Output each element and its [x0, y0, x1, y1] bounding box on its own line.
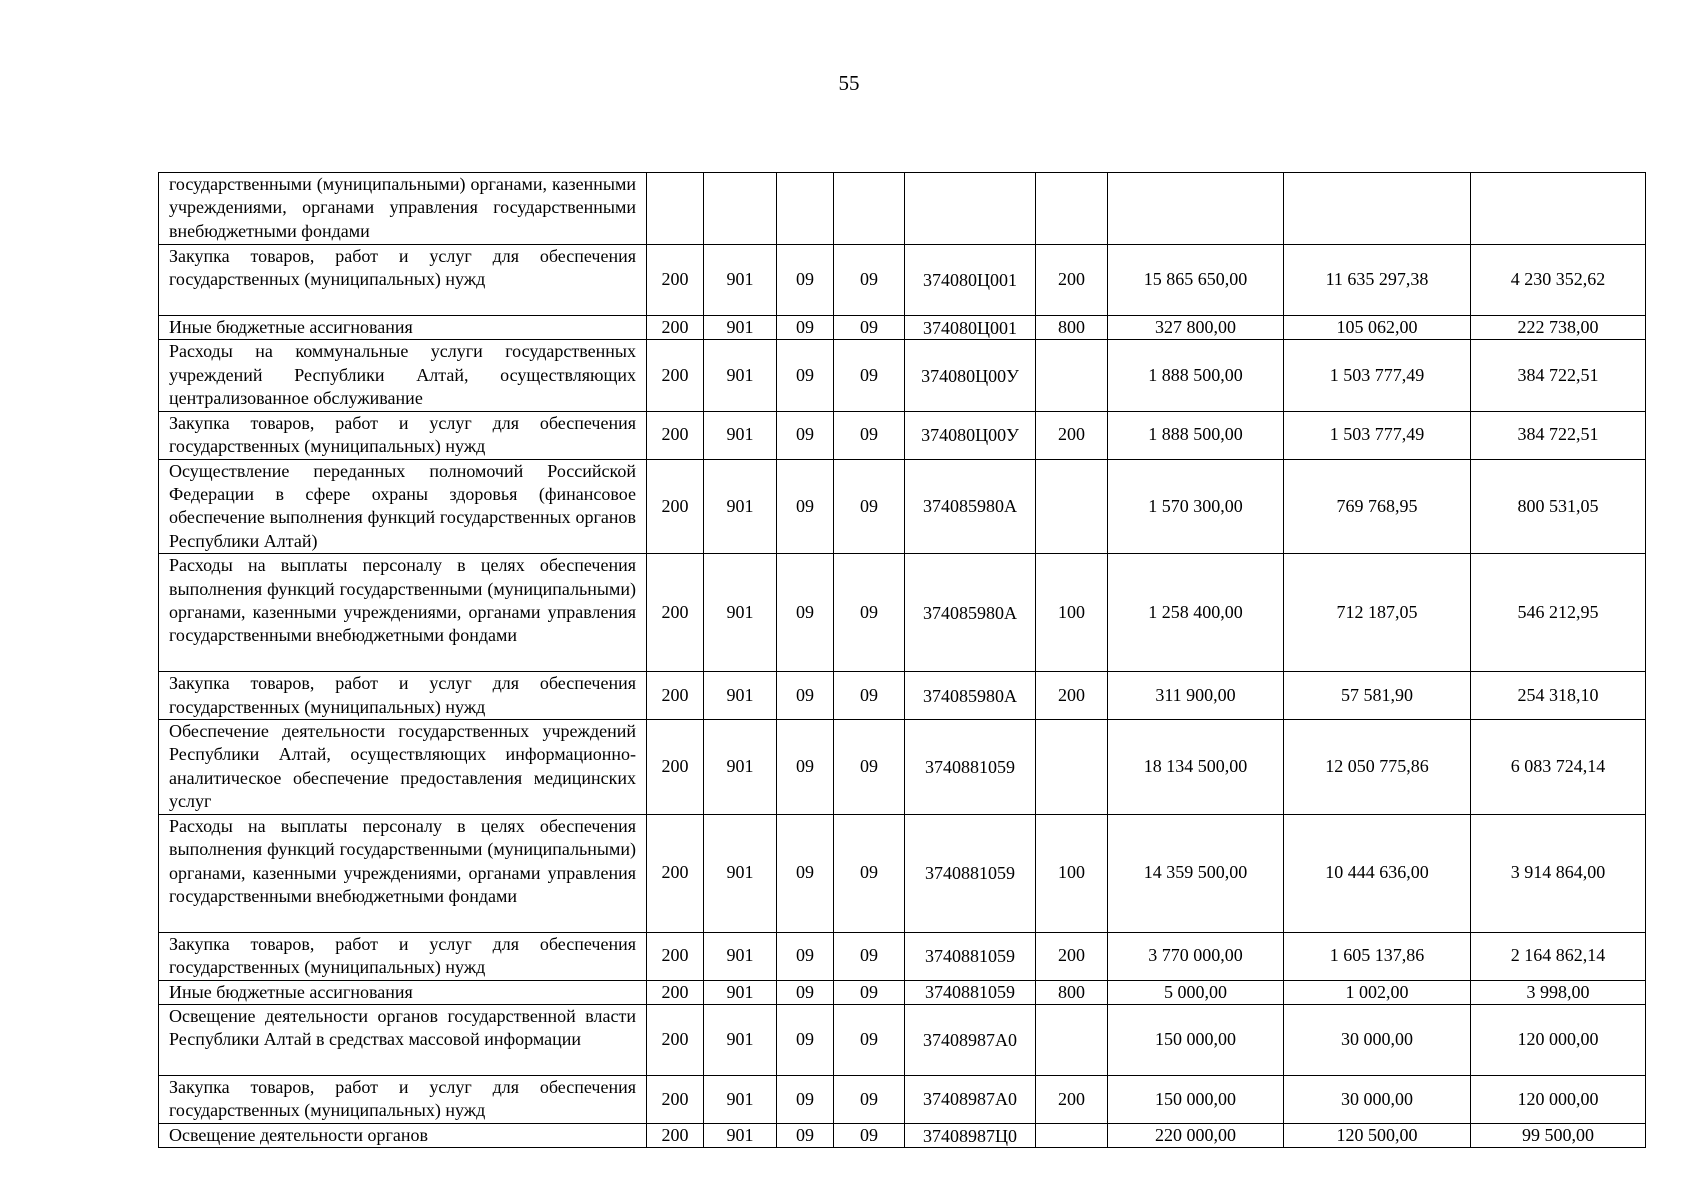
cell-code: 200 [647, 411, 704, 459]
table-row [159, 672, 1646, 720]
cell-ministry: 901 [704, 932, 777, 980]
cell-subsection: 09 [834, 411, 905, 459]
cell-actual-amount: 769 768,95 [1284, 459, 1471, 554]
row-description: Иные бюджетные ассигнования [159, 316, 647, 340]
cell-code: 200 [647, 932, 704, 980]
row-description: Освещение деятельности органов государственной власти Республики Алтай в средствах массовой информации [159, 1004, 647, 1075]
cell-ministry: 901 [704, 459, 777, 554]
row-description: Расходы на коммунальные услуги государственных учреждений Республики Алтай, осуществляющих централизованное обслуживание [159, 340, 647, 411]
row-description: Закупка товаров, работ и услуг для обеспечения государственных (муниципальных) нужд [159, 672, 647, 720]
cell-target-article: 374080Ц001 [905, 245, 1036, 316]
cell-code: 200 [647, 814, 704, 932]
cell-target-article: 3740881059 [905, 814, 1036, 932]
cell-ministry: 901 [704, 316, 777, 340]
cell-subsection: 09 [834, 980, 905, 1004]
cell-code: 200 [647, 720, 704, 815]
cell-section: 09 [777, 672, 834, 720]
cell-code [647, 173, 704, 245]
cell-expense-type [1036, 1123, 1108, 1147]
table-row [159, 932, 1646, 980]
budget-table [158, 172, 1646, 1148]
cell-expense-type [1036, 340, 1108, 411]
cell-target-article: 374080Ц001 [905, 316, 1036, 340]
cell-target-article: 374085980А [905, 554, 1036, 672]
cell-section: 09 [777, 554, 834, 672]
cell-plan-amount: 311 900,00 [1108, 672, 1284, 720]
table-row [159, 245, 1646, 316]
cell-target-article [905, 173, 1036, 245]
cell-subsection [834, 173, 905, 245]
cell-plan-amount: 14 359 500,00 [1108, 814, 1284, 932]
cell-plan-amount: 1 888 500,00 [1108, 340, 1284, 411]
table-row [159, 411, 1646, 459]
cell-expense-type [1036, 173, 1108, 245]
cell-expense-type [1036, 459, 1108, 554]
cell-expense-type: 100 [1036, 814, 1108, 932]
cell-subsection: 09 [834, 720, 905, 815]
cell-remaining-amount: 99 500,00 [1471, 1123, 1646, 1147]
row-description: Закупка товаров, работ и услуг для обеспечения государственных (муниципальных) нужд [159, 1075, 647, 1123]
cell-actual-amount: 105 062,00 [1284, 316, 1471, 340]
row-description: Расходы на выплаты персоналу в целях обеспечения выполнения функций государственными (муниципальными) органами, казенными учреждениями, органами управления государственными внебюджетными фондами [159, 554, 647, 672]
cell-code: 200 [647, 1004, 704, 1075]
cell-actual-amount: 12 050 775,86 [1284, 720, 1471, 815]
cell-actual-amount: 1 503 777,49 [1284, 340, 1471, 411]
cell-ministry: 901 [704, 1075, 777, 1123]
cell-section: 09 [777, 980, 834, 1004]
table-row [159, 173, 1646, 245]
cell-target-article: 3740881059 [905, 720, 1036, 815]
cell-plan-amount: 1 258 400,00 [1108, 554, 1284, 672]
row-description: Осуществление переданных полномочий Российской Федерации в сфере охраны здоровья (финансовое обеспечение выполнения функций государственных органов Республики Алтай) [159, 459, 647, 554]
cell-remaining-amount: 120 000,00 [1471, 1075, 1646, 1123]
cell-target-article: 374085980А [905, 672, 1036, 720]
cell-remaining-amount: 2 164 862,14 [1471, 932, 1646, 980]
cell-target-article: 37408987А0 [905, 1075, 1036, 1123]
cell-remaining-amount: 3 998,00 [1471, 980, 1646, 1004]
table-row [159, 316, 1646, 340]
cell-plan-amount [1108, 173, 1284, 245]
cell-plan-amount: 5 000,00 [1108, 980, 1284, 1004]
cell-ministry [704, 173, 777, 245]
table-row [159, 814, 1646, 932]
row-description: Расходы на выплаты персоналу в целях обеспечения выполнения функций государственными (муниципальными) органами, казенными учреждениями, органами управления государственными внебюджетными фондами [159, 814, 647, 932]
cell-plan-amount: 18 134 500,00 [1108, 720, 1284, 815]
cell-ministry: 901 [704, 672, 777, 720]
cell-section: 09 [777, 932, 834, 980]
cell-remaining-amount: 4 230 352,62 [1471, 245, 1646, 316]
table-row [159, 554, 1646, 672]
cell-code: 200 [647, 980, 704, 1004]
cell-plan-amount: 1 888 500,00 [1108, 411, 1284, 459]
cell-subsection: 09 [834, 1075, 905, 1123]
cell-subsection: 09 [834, 316, 905, 340]
cell-section: 09 [777, 1004, 834, 1075]
cell-subsection: 09 [834, 814, 905, 932]
cell-actual-amount: 10 444 636,00 [1284, 814, 1471, 932]
cell-ministry: 901 [704, 1004, 777, 1075]
cell-code: 200 [647, 672, 704, 720]
cell-remaining-amount: 6 083 724,14 [1471, 720, 1646, 815]
cell-expense-type: 100 [1036, 554, 1108, 672]
cell-remaining-amount: 254 318,10 [1471, 672, 1646, 720]
cell-actual-amount: 712 187,05 [1284, 554, 1471, 672]
cell-section: 09 [777, 1075, 834, 1123]
cell-plan-amount: 1 570 300,00 [1108, 459, 1284, 554]
cell-ministry: 901 [704, 1123, 777, 1147]
cell-plan-amount: 3 770 000,00 [1108, 932, 1284, 980]
cell-code: 200 [647, 1123, 704, 1147]
cell-subsection: 09 [834, 672, 905, 720]
cell-ministry: 901 [704, 980, 777, 1004]
cell-plan-amount: 150 000,00 [1108, 1004, 1284, 1075]
table-row [159, 720, 1646, 815]
cell-subsection: 09 [834, 932, 905, 980]
cell-plan-amount: 15 865 650,00 [1108, 245, 1284, 316]
page-number: 55 [838, 71, 860, 95]
cell-remaining-amount: 3 914 864,00 [1471, 814, 1646, 932]
cell-expense-type: 200 [1036, 932, 1108, 980]
cell-section: 09 [777, 340, 834, 411]
cell-section: 09 [777, 1123, 834, 1147]
cell-expense-type: 800 [1036, 316, 1108, 340]
cell-actual-amount: 1 605 137,86 [1284, 932, 1471, 980]
cell-section: 09 [777, 720, 834, 815]
cell-section [777, 173, 834, 245]
cell-plan-amount: 150 000,00 [1108, 1075, 1284, 1123]
cell-ministry: 901 [704, 720, 777, 815]
cell-remaining-amount: 222 738,00 [1471, 316, 1646, 340]
row-description: Закупка товаров, работ и услуг для обеспечения государственных (муниципальных) нужд [159, 245, 647, 316]
cell-ministry: 901 [704, 814, 777, 932]
cell-expense-type [1036, 720, 1108, 815]
cell-code: 200 [647, 316, 704, 340]
cell-ministry: 901 [704, 554, 777, 672]
table-row [159, 459, 1646, 554]
cell-target-article: 374080Ц00У [905, 340, 1036, 411]
cell-remaining-amount: 120 000,00 [1471, 1004, 1646, 1075]
row-description: Иные бюджетные ассигнования [159, 980, 647, 1004]
table-row [159, 980, 1646, 1004]
cell-section: 09 [777, 245, 834, 316]
cell-remaining-amount: 384 722,51 [1471, 340, 1646, 411]
cell-ministry: 901 [704, 411, 777, 459]
cell-code: 200 [647, 245, 704, 316]
cell-actual-amount [1284, 173, 1471, 245]
cell-actual-amount: 120 500,00 [1284, 1123, 1471, 1147]
cell-code: 200 [647, 340, 704, 411]
row-description: Освещение деятельности органов [159, 1123, 647, 1147]
cell-ministry: 901 [704, 340, 777, 411]
cell-expense-type [1036, 1004, 1108, 1075]
cell-remaining-amount: 800 531,05 [1471, 459, 1646, 554]
cell-section: 09 [777, 316, 834, 340]
cell-target-article: 37408987Ц0 [905, 1123, 1036, 1147]
table-row [159, 340, 1646, 411]
cell-target-article: 3740881059 [905, 980, 1036, 1004]
cell-expense-type: 200 [1036, 411, 1108, 459]
cell-target-article: 3740881059 [905, 932, 1036, 980]
cell-subsection: 09 [834, 554, 905, 672]
cell-code: 200 [647, 1075, 704, 1123]
cell-expense-type: 200 [1036, 1075, 1108, 1123]
cell-actual-amount: 30 000,00 [1284, 1004, 1471, 1075]
cell-section: 09 [777, 459, 834, 554]
cell-target-article: 37408987А0 [905, 1004, 1036, 1075]
table-row [159, 1123, 1646, 1147]
cell-section: 09 [777, 411, 834, 459]
cell-subsection: 09 [834, 1004, 905, 1075]
row-description: Обеспечение деятельности государственных учреждений Республики Алтай, осуществляющих информационно-аналитическое обеспечение предоставления медицинских услуг [159, 720, 647, 815]
cell-plan-amount: 220 000,00 [1108, 1123, 1284, 1147]
cell-remaining-amount: 384 722,51 [1471, 411, 1646, 459]
cell-actual-amount: 11 635 297,38 [1284, 245, 1471, 316]
cell-section: 09 [777, 814, 834, 932]
cell-actual-amount: 1 503 777,49 [1284, 411, 1471, 459]
cell-code: 200 [647, 459, 704, 554]
cell-subsection: 09 [834, 340, 905, 411]
cell-remaining-amount: 546 212,95 [1471, 554, 1646, 672]
table-row [159, 1004, 1646, 1075]
cell-actual-amount: 1 002,00 [1284, 980, 1471, 1004]
row-description: Закупка товаров, работ и услуг для обеспечения государственных (муниципальных) нужд [159, 411, 647, 459]
cell-ministry: 901 [704, 245, 777, 316]
cell-actual-amount: 30 000,00 [1284, 1075, 1471, 1123]
cell-actual-amount: 57 581,90 [1284, 672, 1471, 720]
cell-target-article: 374080Ц00У [905, 411, 1036, 459]
row-description: Закупка товаров, работ и услуг для обеспечения государственных (муниципальных) нужд [159, 932, 647, 980]
cell-code: 200 [647, 554, 704, 672]
cell-expense-type: 200 [1036, 672, 1108, 720]
cell-target-article: 374085980А [905, 459, 1036, 554]
cell-expense-type: 800 [1036, 980, 1108, 1004]
cell-expense-type: 200 [1036, 245, 1108, 316]
row-description: государственными (муниципальными) органами, казенными учреждениями, органами управления государственными внебюджетными фондами [159, 173, 647, 245]
cell-subsection: 09 [834, 245, 905, 316]
cell-plan-amount: 327 800,00 [1108, 316, 1284, 340]
cell-remaining-amount [1471, 173, 1646, 245]
cell-subsection: 09 [834, 1123, 905, 1147]
table-row [159, 1075, 1646, 1123]
cell-subsection: 09 [834, 459, 905, 554]
